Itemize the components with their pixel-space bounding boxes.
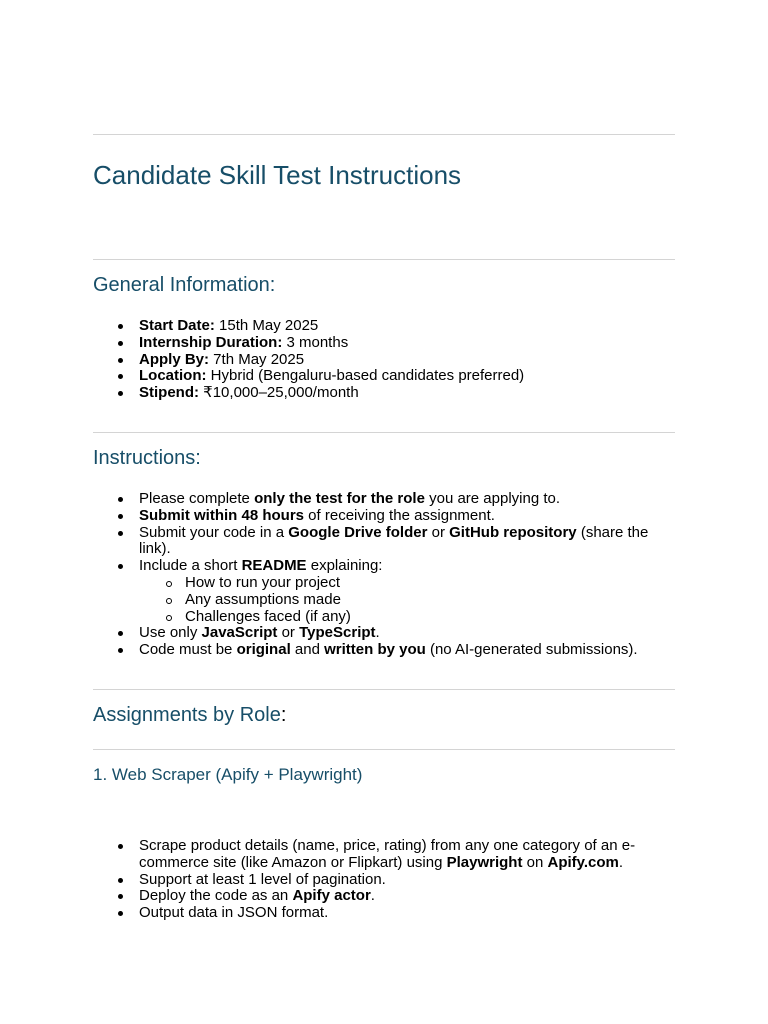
list-item: Internship Duration: 3 months [139,335,679,352]
list-item: Apply By: 7th May 2025 [139,352,679,369]
general-info-list [139,318,679,402]
divider [93,259,675,260]
list-item: Use only JavaScript or TypeScript. [139,625,679,642]
role-tasks-list [139,838,679,922]
assignments-heading: Assignments by Role: [93,704,287,726]
divider [93,432,675,433]
list-item: Deploy the code as an Apify actor. [139,888,679,905]
general-info-heading: General Information: [93,274,276,296]
sub-list-item: Challenges faced (if any) [185,609,679,626]
divider [93,689,675,690]
page-title: Candidate Skill Test Instructions [93,160,462,190]
list-item: Code must be original and written by you (no AI-generated submissions). [139,642,679,659]
role-title: 1. Web Scraper (Apify + Playwright) [93,765,363,784]
list-item: Include a short README explaining: How to run your project Any assumptions made Challenges faced (if any) [139,558,679,625]
readme-sublist [139,575,679,625]
sub-list-item: Any assumptions made [185,592,679,609]
list-item: Scrape product details (name, price, rating) from any one category of an e-commerce site (like Amazon or Flipkart) using Playwright on Apify.com. [139,838,679,872]
list-item: Please complete only the test for the role you are applying to. [139,491,679,508]
list-item: Stipend: ₹10,000–25,000/month [139,385,679,402]
divider [93,134,675,135]
list-item: Output data in JSON format. [139,905,679,922]
instructions-heading: Instructions: [93,447,201,469]
sub-list-item: How to run your project [185,575,679,592]
list-item: Start Date: 15th May 2025 [139,318,679,335]
divider [93,749,675,750]
list-item: Submit within 48 hours of receiving the assignment. [139,508,679,525]
list-item: Location: Hybrid (Bengaluru-based candidates preferred) [139,368,679,385]
list-item: Submit your code in a Google Drive folder or GitHub repository (share the link). [139,525,679,559]
list-item: Support at least 1 level of pagination. [139,872,679,889]
instructions-list [139,491,679,659]
